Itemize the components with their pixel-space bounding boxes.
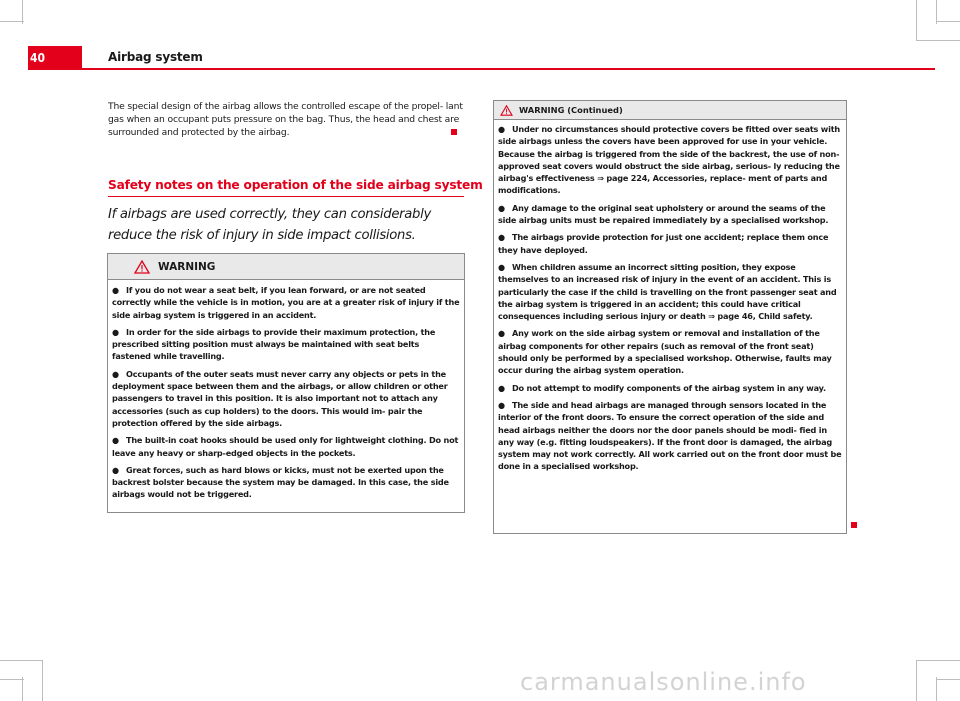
bullet-icon: ● xyxy=(112,285,119,295)
crop-mark xyxy=(916,660,917,701)
bullet-icon: ● xyxy=(112,435,119,446)
warning-continued-header xyxy=(494,101,846,120)
warning-continued-title: WARNING (Continued) xyxy=(519,105,623,115)
intro-paragraph: The special design of the airbag allows the controlled escape of the propel- lant gas when an occupant puts pressure on the bag. Thus, the head and chest are surrounded and protected by the airbag. xyxy=(108,101,463,138)
crop-mark xyxy=(936,677,937,701)
warning-triangle-icon xyxy=(134,260,150,274)
warning-continued-body xyxy=(494,120,846,473)
warning-item: ● In order for the side airbags to provide their maximum protection, the prescribed sitting position must always be maintained with seat belts fastened while travelling. xyxy=(112,326,436,362)
crop-mark xyxy=(42,660,43,701)
crop-mark xyxy=(0,660,42,661)
chapter-title: Airbag system xyxy=(108,50,203,64)
warning-item: ● The side and head airbags are managed through sensors located in the interior of the front doors. To ensure the correct operation of the side and head airbags neither the doors nor the door panels should be modi- fied in any way (e.g. fitting loudspeakers). If the front door is damaged, the airbag system may not work correctly. All work carried out on the front door must be done in a specialised workshop. xyxy=(498,399,842,472)
warning-item: ● Under no circumstances should protective covers be fitted over seats with side airbags unless the covers have been approved for use in your vehicle. Because the airbag is triggered from the side of the backrest, the use of non-approved seat covers would obstruct the side airbag, serious- ly reducing the airbag's effectiveness ⇒ page 224, Accessories, replace- ment of parts and modifications. xyxy=(498,124,840,196)
warning-item: ● Occupants of the outer seats must never carry any objects or pets in the deployment space between them and the airbags, or allow children or other passengers to travel in this position. It is also important not to attach any accessories (such as cup holders) to the doors. This would im- pair the protection offered by the side airbags. xyxy=(112,368,448,428)
bullet-icon: ● xyxy=(112,326,119,337)
warning-box xyxy=(107,253,465,513)
warning-continued-box xyxy=(493,100,847,534)
header-rule xyxy=(82,68,935,70)
bullet-icon: ● xyxy=(498,202,505,213)
warning-item: ● The airbags provide protection for just one accident; replace them once they have deployed. xyxy=(498,232,829,255)
warning-triangle-icon xyxy=(500,105,513,116)
bullet-icon: ● xyxy=(498,399,505,410)
crop-mark xyxy=(916,660,960,661)
intro-block xyxy=(108,100,464,139)
section-title: Safety notes on the operation of the side airbag system xyxy=(108,178,483,192)
bullet-icon: ● xyxy=(498,328,505,339)
crop-mark xyxy=(22,677,23,701)
warning-item: ● The built-in coat hooks should be used only for lightweight clothing. Do not leave any heavy or sharp-edged objects in the pockets. xyxy=(112,435,459,458)
crop-mark xyxy=(0,21,24,22)
warning-item: ● Great forces, such as hard blows or kicks, must not be exerted upon the backrest bolster because the system may be damaged. In this case, the side airbags would not be triggered. xyxy=(112,464,449,500)
crop-mark xyxy=(936,0,937,24)
bullet-icon: ● xyxy=(498,232,505,243)
bullet-icon: ● xyxy=(112,464,119,475)
warning-body xyxy=(108,280,464,501)
end-marker-icon xyxy=(451,129,457,135)
section-rule xyxy=(108,196,464,197)
warning-title: WARNING xyxy=(158,260,216,273)
page-number: 40 xyxy=(28,46,82,70)
warning-header xyxy=(108,254,464,280)
warning-item: ● Do not attempt to modify components of the airbag system in any way. xyxy=(498,382,826,393)
crop-mark xyxy=(916,0,917,40)
watermark: carmanualsonline.info xyxy=(520,668,807,696)
crop-mark xyxy=(936,679,960,680)
section-lead: If airbags are used correctly, they can considerably reduce the risk of injury in side impact collisions. xyxy=(108,207,431,243)
crop-mark xyxy=(22,0,23,24)
bullet-icon: ● xyxy=(112,368,119,379)
warning-item: ● Any damage to the original seat upholstery or around the seams of the side airbag units must be repaired immediately by a specialised workshop. xyxy=(498,202,829,226)
bullet-icon: ● xyxy=(498,261,505,272)
warning-item: ● Any work on the side airbag system or removal and installation of the airbag components for other repairs (such as removal of the front seat) should only be performed by a specialised workshop. Otherwise, faults may occur during the airbag system operation. xyxy=(498,328,832,376)
crop-mark xyxy=(916,40,960,41)
warning-item: ● If you do not wear a seat belt, if you lean forward, or are not seated correctly while the vehicle is in motion, you are at a greater risk of injury if the side airbag system is triggered in an accident. xyxy=(112,285,460,320)
warning-item: ● When children assume an incorrect sitting position, they expose themselves to an increased risk of injury in the event of an accident. This is particularly the case if the child is travelling on the front passenger seat and the airbag system is triggered in an accident; this could have critical consequences including serious injury or death ⇒ page 46, Child safety. xyxy=(498,261,837,322)
bullet-icon: ● xyxy=(498,124,505,134)
end-marker-icon xyxy=(851,522,857,528)
crop-mark xyxy=(936,21,960,22)
bullet-icon: ● xyxy=(498,382,505,393)
crop-mark xyxy=(0,679,24,680)
